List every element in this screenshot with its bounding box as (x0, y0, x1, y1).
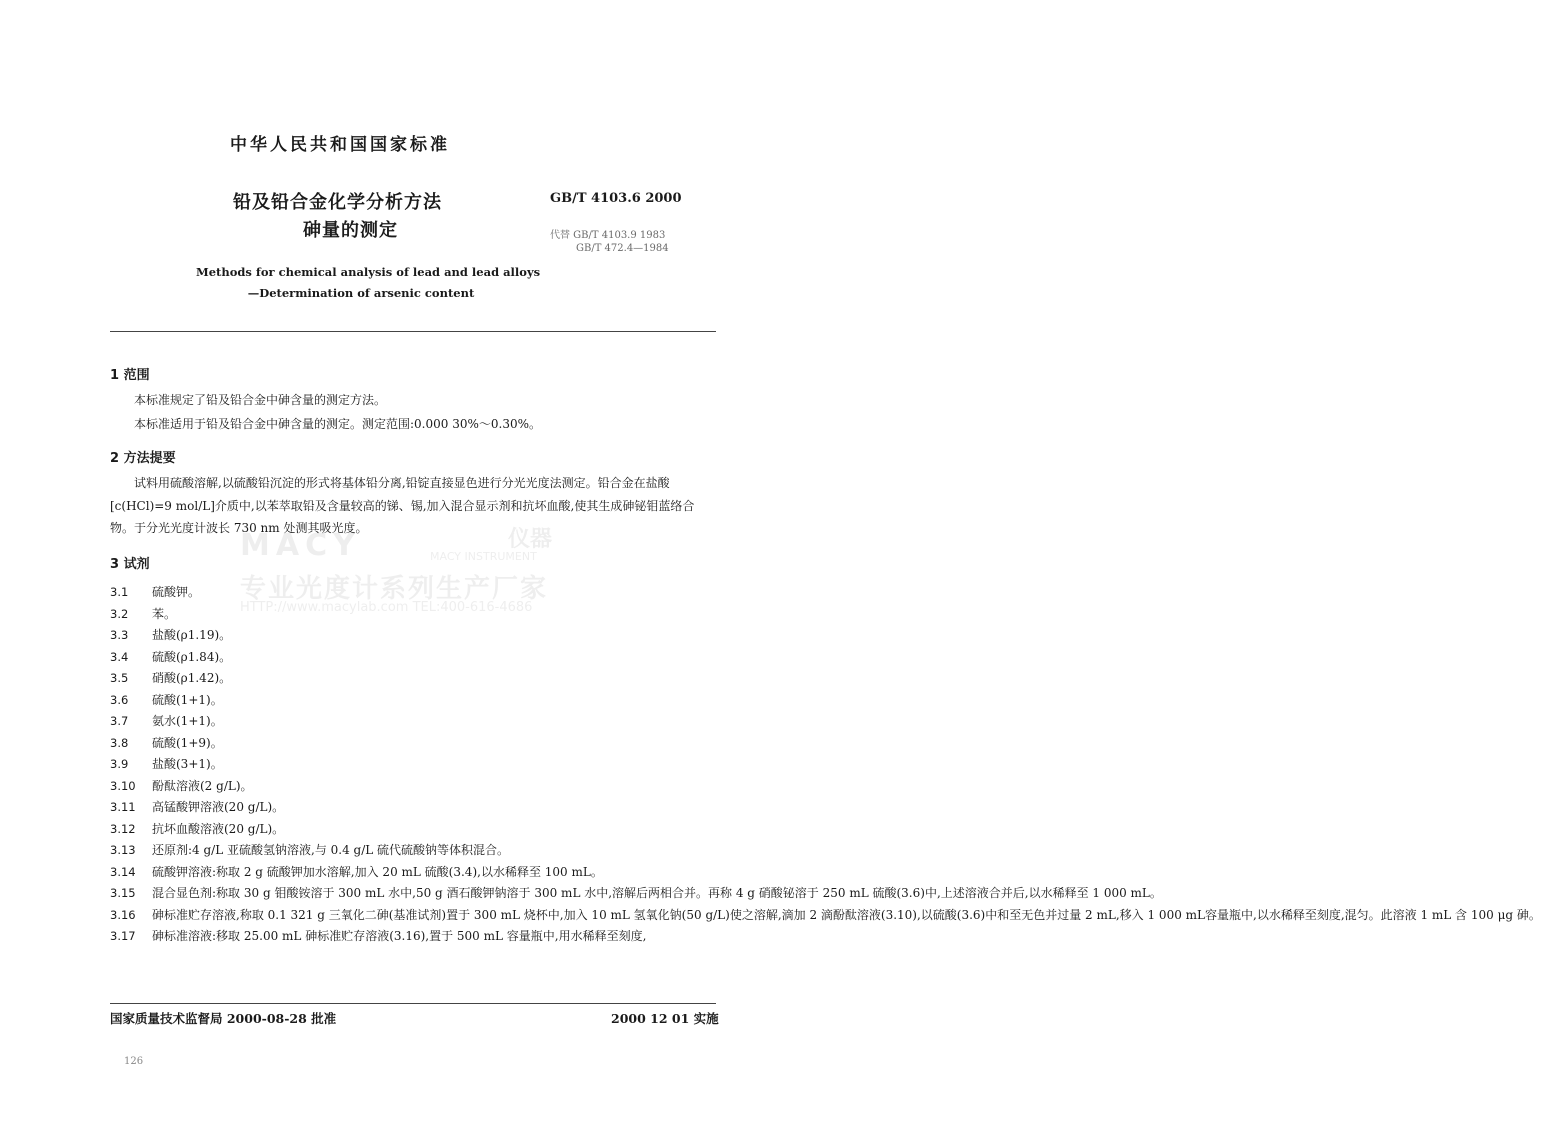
reagent-text: 高锰酸钾溶液(20 g/L)。 (152, 800, 285, 814)
reagent-text: 盐酸(ρ1.19)。 (152, 628, 232, 642)
reagent-item (110, 797, 716, 819)
reagent-item (110, 754, 716, 776)
reagent-text: 硫酸(1+9)。 (152, 735, 223, 750)
reagent-text: 酚酞溶液(2 g/L)。 (152, 778, 253, 793)
reagent-item (110, 862, 716, 884)
reagent-number: 3.16 (110, 907, 136, 922)
watermark-badge: 仪器 (508, 527, 553, 552)
reagent-text: 硫酸钾。 (152, 585, 201, 599)
reagent-text: 盐酸(3+1)。 (152, 757, 223, 771)
reagent-item (110, 668, 716, 690)
reagent-text: 苯。 (152, 606, 177, 621)
reagent-item (110, 733, 716, 755)
reagent-number: 3.11 (110, 800, 136, 814)
approval-date: 国家质量技术监督局 2000-08-28 批准 (110, 1011, 337, 1026)
document-title: 铅及铅合金化学分析方法 (233, 192, 442, 213)
reagent-item (110, 840, 716, 862)
reagent-item (110, 647, 716, 669)
reagent-number: 3.4 (110, 649, 129, 664)
english-title (196, 262, 541, 304)
reagent-text: 硝酸(ρ1.42)。 (152, 671, 232, 685)
reagent-number: 3.6 (110, 692, 129, 707)
reagent-text: 还原剂:4 g/L 亚硫酸氢钠溶液,与 0.4 g/L 硫代硫酸钠等体积混合。 (152, 843, 510, 857)
reagent-number: 3.1 (110, 585, 129, 599)
footer-divider (110, 1003, 716, 1004)
scope-line-1: 本标准规定了铅及铅合金中砷含量的测定方法。 (134, 393, 387, 407)
reagent-item (110, 926, 716, 948)
reagent-number: 3.13 (110, 843, 136, 857)
reagent-number: 3.17 (110, 929, 136, 943)
section-heading-method: 2 方法提要 (110, 451, 176, 466)
section-heading-reagents: 3 试剂 (110, 557, 150, 572)
standard-number: GB/T 4103.6 2000 (550, 191, 682, 206)
section-heading-scope: 1 范围 (110, 368, 150, 383)
reagent-item (110, 604, 716, 626)
scope-line-2: 本标准适用于铅及铅合金中砷含量的测定。测定范围:0.000 30%～0.30%。 (134, 417, 542, 431)
reagent-number: 3.12 (110, 821, 136, 836)
replaces-line-2: GB/T 472.4—1984 (576, 243, 669, 254)
english-title-line-2: —Determination of arsenic content (247, 286, 475, 300)
reagent-number: 3.14 (110, 864, 136, 879)
reagent-item (110, 883, 1162, 905)
reagent-number: 3.2 (110, 606, 129, 621)
watermark-brand: MACY (240, 528, 361, 563)
watermark-slogan: 专业光度计系列生产厂家 (240, 574, 549, 604)
page-number: 126 (124, 1056, 144, 1067)
reagent-item (110, 711, 716, 733)
reagent-item (110, 625, 716, 647)
reagent-text: 硫酸钾溶液:称取 2 g 硫酸钾加水溶解,加入 20 mL 硫酸(3.4),以水稀释至 100 mL。 (152, 864, 603, 879)
reagent-item (110, 582, 716, 604)
reagent-list (110, 582, 1541, 948)
reagent-number: 3.10 (110, 778, 136, 793)
replaces-line-1: 代替 GB/T 4103.9 1983 (550, 230, 666, 241)
reagent-text: 抗坏血酸溶液(20 g/L)。 (152, 821, 285, 836)
reagent-text: 氨水(1+1)。 (152, 714, 223, 728)
reagent-text: 砷标准贮存溶液,称取 0.1 321 g 三氧化二砷(基准试剂)置于 300 mL 烧杯中,加入 10 mL 氢氧化钠(50 g/L)使之溶解,滴加 2 滴酚酞溶液(3.10),以硫酸(3.6)中和至无色并过量 2 mL,移入 1 000 mL容量瓶中,以水稀释至刻度,混匀。此溶液 1 mL 含 100 μg 砷。 (152, 907, 1541, 922)
reagent-text: 混合显色剂:称取 30 g 钼酸铵溶于 300 mL 水中,50 g 酒石酸钾钠溶于 300 mL 水中,溶解后两相合并。再称 4 g 硝酸铋溶于 250 mL 硫酸(3.6)中,上述溶液合并后,以水稀释至 1 000 mL。 (152, 886, 1162, 900)
watermark-english: MACY INSTRUMENT (430, 550, 537, 563)
reagent-number: 3.9 (110, 757, 129, 771)
reagent-number: 3.15 (110, 886, 136, 900)
english-title-line-1: Methods for chemical analysis of lead and lead alloys (196, 265, 541, 279)
reagent-item (110, 905, 1541, 927)
document-subtitle: 砷量的测定 (303, 220, 398, 241)
header-divider (110, 331, 716, 332)
reagent-item (110, 819, 716, 841)
national-standard-title: 中华人民共和国国家标准 (230, 135, 450, 155)
reagent-text: 硫酸(1+1)。 (152, 692, 223, 707)
reagent-number: 3.7 (110, 714, 129, 728)
method-paragraph: 试料用硫酸溶解,以硫酸铅沉淀的形式将基体铅分离,铅锭直接显色进行分光光度法测定。铅合金在盐酸[c(HCl)=9 mol/L]介质中,以苯萃取铅及含量较高的锑、锡,加入混合显示剂和抗坏血酸,使其生成砷铋钼蓝络合物。于分光光度计波长 730 nm 处测其吸光度。 (110, 476, 695, 535)
reagent-number: 3.5 (110, 671, 129, 685)
watermark-contact: HTTP://www.macylab.com TEL:400-616-4686 (240, 600, 533, 615)
effective-date: 2000 12 01 实施 (611, 1011, 719, 1026)
reagent-text: 硫酸(ρ1.84)。 (152, 649, 232, 664)
reagent-number: 3.8 (110, 735, 129, 750)
reagent-text: 砷标准溶液:移取 25.00 mL 砷标准贮存溶液(3.16),置于 500 mL 容量瓶中,用水稀释至刻度, (152, 929, 647, 943)
reagent-item (110, 776, 716, 798)
replaces-block (550, 229, 669, 255)
reagent-number: 3.3 (110, 628, 129, 642)
reagent-item (110, 690, 716, 712)
